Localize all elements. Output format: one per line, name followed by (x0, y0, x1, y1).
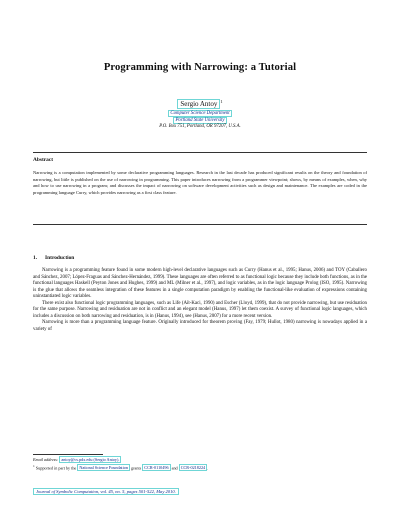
footnote-1-mark: 1 (33, 464, 35, 468)
abstract-heading: Abstract (33, 157, 54, 163)
grant-link-1[interactable]: CCR-0110496 (144, 465, 169, 471)
nsf-link[interactable]: National Science Foundation (79, 465, 128, 471)
affiliation-address: P.O. Box 751, Portland, OR 97207, U.S.A. (159, 124, 241, 130)
footnote-1-mid: grants (131, 465, 142, 471)
footnote-email (33, 457, 367, 463)
section-heading (33, 255, 74, 261)
affiliation-univ[interactable]: Portland State University (175, 117, 225, 123)
footnote-1-and: and (171, 465, 178, 471)
footnote-1-pre: Supported in part by the (35, 465, 77, 471)
abstract-bottom-rule (33, 224, 367, 225)
footnote-rule (33, 454, 103, 455)
author-footnote-mark: 1 (220, 99, 223, 104)
grant-link-2[interactable]: CCR-0218224 (180, 465, 206, 471)
section-number: 1. (33, 255, 38, 261)
section-title: Introduction (45, 255, 75, 261)
footnote-1-end: . (207, 465, 209, 471)
paper-title: Programming with Narrowing: a Tutorial (103, 62, 297, 73)
intro-paragraph: Narrowing is a programming feature found in some modern high-level declarative languages such as Curry (Hanus et al., 1995; Hanus, 2006) and TOY (Caballero and Sánchez, 2007; López-Fraguas and Sánchez-Hernández, 1999). These languages are often referred to as functional logic because they include both functions, as in the functional languages Haskell (Peyton Jones and Hughes, 1999) and ML (Milner et al., 1997), and logic variables, as in the logic language Prolog (ISO, 1995). Narrowing is the glue that allows the seamless integration of these features in a single computation paradigm by enabling the functional-like evaluation of expressions containing uninstantiated logic variables. (33, 268, 367, 300)
email-link[interactable]: antoy@cs.pdx.edu (Sergio Antoy). (61, 457, 120, 462)
affiliation-dept[interactable]: Computer Science Department (170, 111, 230, 116)
author-name[interactable]: Sergio Antoy (177, 99, 220, 109)
abstract-top-rule (33, 152, 367, 153)
email-label: Email address: (33, 457, 59, 462)
journal-reference[interactable]: Journal of Symbolic Computation, vol. 45, no. 5, pages 501-522, May 2010. (33, 488, 179, 495)
intro-paragraph: There exist also functional logic programming languages, such as Life (Aït-Kaci, 1990) and Escher (Lloyd, 1999), that do not provide narrowing, but use residuation for the same purpose. Narrowing and residuation are not in conflict and an elegant model (Hanus, 1997) let them coexist. A survey of functional logic languages, which includes a discussion on both narrowing and residuation, is in (Hanus, 1994), see (Hanus, 2007) for a more recent version. (33, 300, 367, 319)
affiliation (0, 111, 400, 131)
author-line (0, 99, 400, 108)
footnote-support (33, 464, 367, 471)
intro-paragraph: Narrowing is more than a programming language feature. Originally introduced for theorem proving (Fay, 1979; Hullot, 1980) narrowing is nowadays applied in a variety of (33, 320, 367, 332)
abstract-text: Narrowing is a computation implemented by some declarative programming languages. Research in the last decade has produced significant results on the theory and foundation of narrowing, but little is published on the use of narrowing in programming. This paper introduces narrowing from a programmer viewpoint; shows, by means of examples, when, why and how to use narrowing in a program; and discusses the impact of narrowing on software development activities such as design and maintenance. The examples are coded in the programming language Curry, which provides narrowing as a first class feature. (33, 170, 367, 195)
intro-body (33, 268, 367, 333)
